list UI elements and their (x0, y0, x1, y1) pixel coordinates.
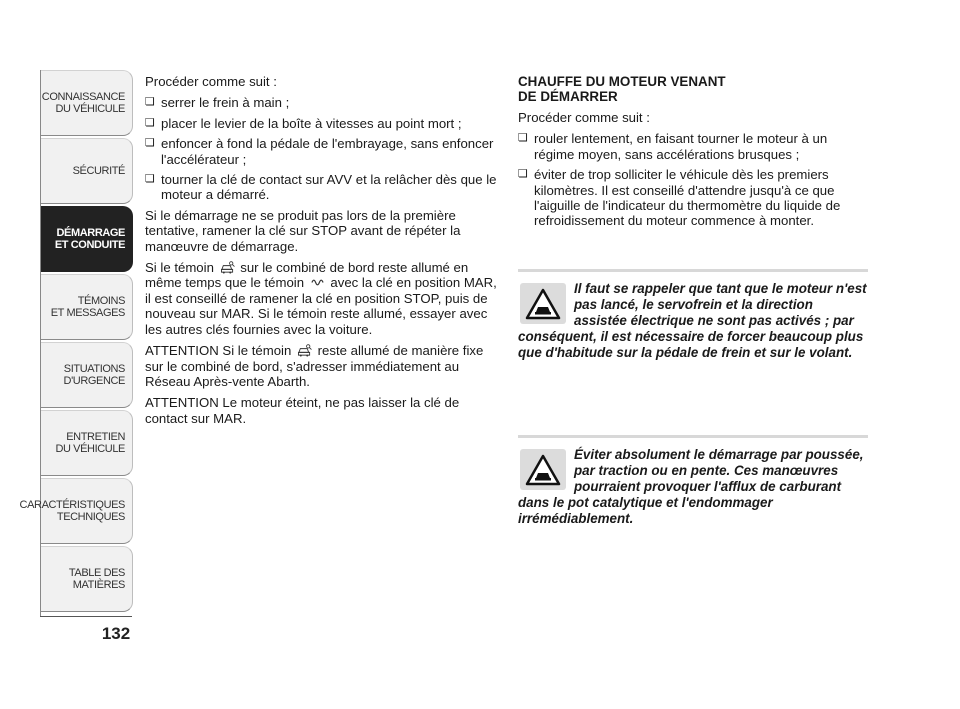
paragraph-attention-1: ATTENTION Si le témoin reste allumé de manière fixe sur le combiné de bord, s'adresser immédiatement au Réseau Après-vente Abarth. (145, 343, 484, 389)
right-intro: Procéder comme suit : (518, 110, 650, 125)
tab-securite[interactable]: SÉCURITÉ (41, 138, 133, 204)
tab-urgence[interactable]: SITUATIONS D'URGENCE (41, 342, 133, 408)
list-item: ❏ enfoncer à fond la pédale de l'embrayage, sans enfoncer l'accélérateur ; (145, 136, 497, 167)
list-item: ❏ tourner la clé de contact sur AVV et la relâcher dès que le moteur a démarré. (145, 172, 497, 203)
tab-temoins[interactable]: TÉMOINS ET MESSAGES (41, 274, 133, 340)
tab-caracteristiques[interactable]: CARACTÉRISTIQUES TECHNIQUES (41, 478, 133, 544)
list-item: ❏ serrer le frein à main ; (145, 95, 497, 110)
car-key-warning-icon (220, 261, 235, 274)
warning-triangle-car-icon (520, 283, 566, 324)
page-footer-rule (40, 616, 132, 617)
right-steps-list (518, 131, 868, 228)
list-item: ❏ placer le levier de la boîte à vitesses au point mort ; (145, 116, 497, 131)
section-heading: CHAUFFE DU MOTEUR VENANT DE DÉMARRER (518, 74, 726, 104)
paragraph-attention-2: ATTENTION Le moteur éteint, ne pas laisser la clé de contact sur MAR. (145, 395, 460, 426)
tab-demarrage[interactable]: DÉMARRAGE ET CONDUITE (41, 206, 133, 272)
list-item: ❏ éviter de trop solliciter le véhicule dès les premiers kilomètres. Il est conseillé d'attendre jusqu'à ce que l'aiguille de l'indicateur du thermomètre du liquide de refroidissement du moteur commence à monter. (518, 167, 868, 229)
page-number: 132 (101, 624, 131, 643)
warning-box-servofrein: Il faut se rappeler que tant que le moteur n'est pas lancé, le servofrein et la direction assistée électrique ne sont pas activés ; par conséquent, il est nécessaire de forcer beaucoup plus que d'habitude sur la pédale de frein et sur le volant. (518, 269, 868, 361)
tab-connaissance[interactable]: CONNAISSANCE DU VÉHICULE (41, 70, 133, 136)
tab-table-matieres[interactable]: TABLE DES MATIÈRES (41, 546, 133, 612)
sidebar-nav (19, 70, 133, 614)
right-column (518, 74, 868, 234)
tab-entretien[interactable]: ENTRETIEN DU VÉHICULE (41, 410, 133, 476)
left-steps-list (145, 95, 497, 202)
list-item: ❏ rouler lentement, en faisant tourner le moteur à un régime moyen, sans accélérations brusques ; (518, 131, 868, 162)
paragraph-restart: Si le démarrage ne se produit pas lors de la première tentative, ramener la clé sur STOP avant de répéter la manœuvre de démarrage. (145, 207, 461, 254)
car-key-warning-icon (297, 344, 312, 357)
warning-triangle-car-icon (520, 449, 566, 490)
left-intro: Procéder comme suit : (145, 74, 277, 89)
paragraph-immobilizer: Si le témoin sur le combiné de bord reste allumé en même temps que le témoin avec la clé en position MAR, il est conseillé de ramener la clé en position STOP, puis de nouveau sur MAR. Si le témoin reste allumé, essayer avec les autres clés fournies avec la voiture. (145, 260, 497, 337)
warning-box-demarrage: Éviter absolument le démarrage par poussée, par traction ou en pente. Ces manœuvres pourraient provoquer l'afflux de carburant dans le pot catalytique et l'endommager irrémédiablement. (518, 435, 868, 527)
left-column (145, 74, 497, 432)
glow-plug-coil-icon (310, 276, 325, 289)
